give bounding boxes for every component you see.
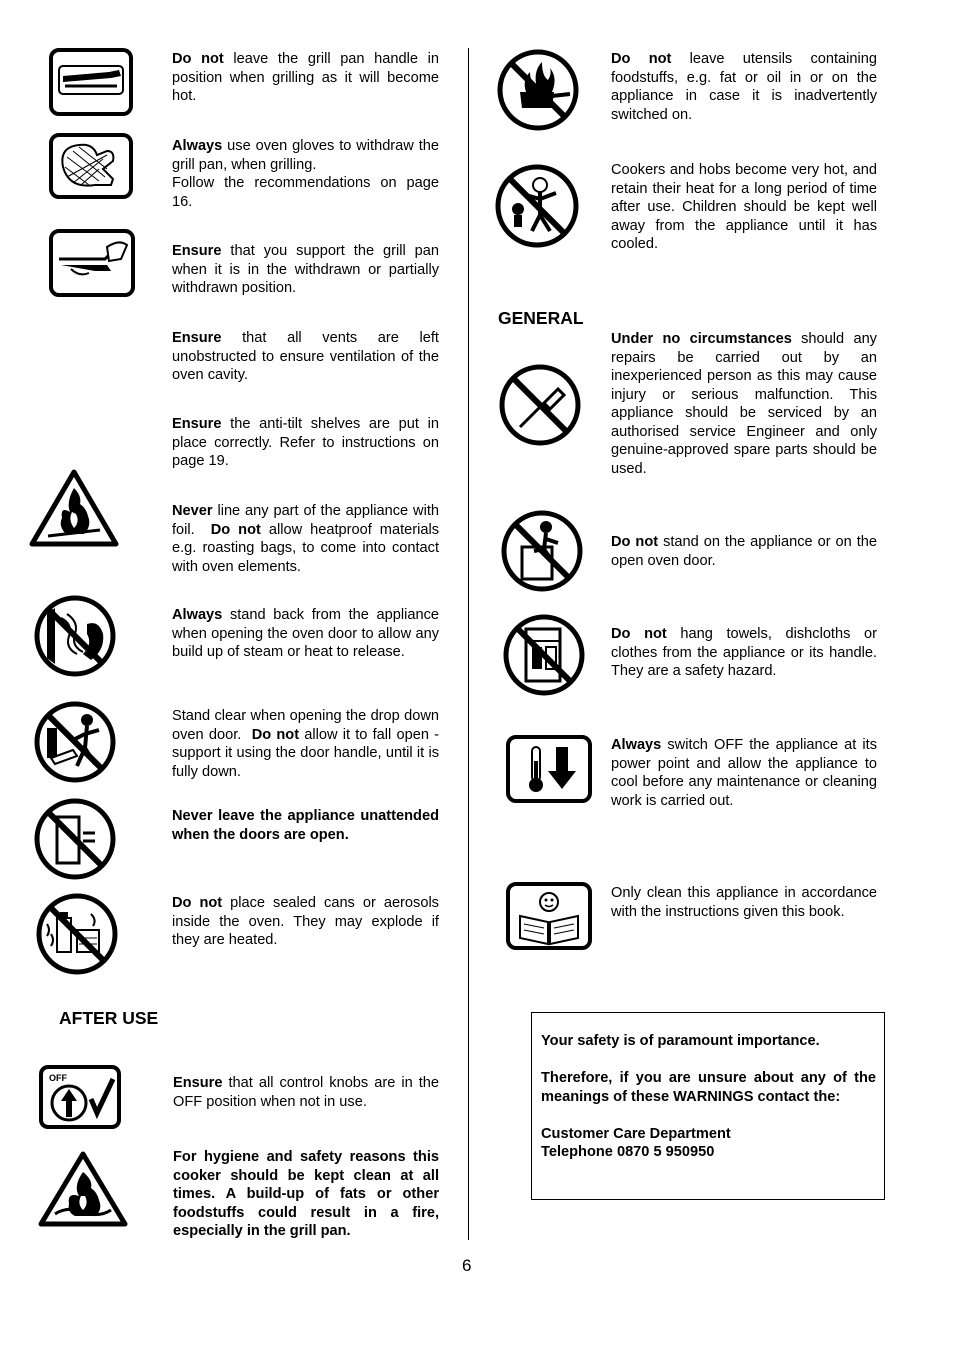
page-number: 6 (462, 1256, 472, 1275)
off-label: OFF (49, 1073, 67, 1083)
general-item-3: Do not hang towels, dishcloths or clothes from the appliance or its handle. They are a safety hazard. (611, 626, 877, 679)
pan-fire-no-entry-icon (496, 48, 580, 132)
right-item-1: Do not leave utensils containing foodstuffs, e.g. fat or oil in or on the appliance in case it is inadvertently switched on. (611, 51, 877, 123)
read-instructions-book-icon (506, 882, 592, 950)
general-item-5: Only clean this appliance in accordance with the instructions given this book. (611, 885, 877, 920)
grill-pan-handle-icon (49, 48, 133, 116)
left-item-5: Ensure the anti-tilt shelves are put in place correctly. Refer to instructions on page 19. (172, 416, 439, 469)
left-item-3: Ensure that you support the grill pan when it is in the withdrawn or partially withdrawn position. (172, 243, 439, 296)
left-item-10: Do not place sealed cans or aerosols inside the oven. They may explode if they are heated. (172, 895, 439, 948)
safety-notice-box (531, 1012, 885, 1200)
general-item-4: Always switch OFF the appliance at its power point and allow the appliance to cool before any maintenance or cleaning work is carried out. (611, 737, 877, 809)
grill-pan-support-icon (49, 229, 135, 297)
left-item-2: Always use oven gloves to withdraw the grill pan, when grilling. Follow the recommendations on page 16. (172, 138, 439, 210)
stand-on-door-no-entry-icon (500, 509, 584, 593)
right-item-2: Cookers and hobs become very hot, and retain their heat for a long period of time after use. Children should be kept well away from the appliance until it has cooled. (611, 162, 877, 252)
left-item-7: Always stand back from the appliance when opening the oven door to allow any build up of steam or heat to release. (172, 607, 439, 660)
screwdriver-no-entry-icon (498, 363, 582, 447)
left-item-9: Never leave the appliance unattended when the doors are open. (172, 808, 439, 843)
fire-warning-triangle-icon (28, 468, 120, 548)
oven-glove-icon (49, 133, 133, 199)
general-heading: GENERAL (498, 308, 584, 328)
left-item-4: Ensure that all vents are left unobstructed to ensure ventilation of the oven cavity. (172, 330, 439, 383)
general-item-2: Do not stand on the appliance or on the open oven door. (611, 534, 877, 569)
fire-hygiene-triangle-icon (37, 1150, 129, 1228)
safety-line-1: Your safety is of paramount importance. (541, 1033, 820, 1049)
left-item-8: Stand clear when opening the drop down oven door. Do not allow it to fall open - support it using the door handle, until it is fully down. (172, 708, 439, 780)
safety-line-3: Customer Care Department (541, 1125, 731, 1142)
aerosol-can-no-entry-icon (35, 892, 119, 976)
general-item-1: Under no circumstances should any repairs be carried out by an inexperienced person as this may cause injury or serious malfunction. This appliance should be serviced by an authorised service Engineer and only genuine-approved spare parts should be used. (611, 331, 877, 477)
left-item-1: Do not leave the grill pan handle in position when grilling as it will become hot. (172, 51, 439, 104)
child-no-entry-icon (494, 163, 580, 249)
switch-off-thermometer-icon (506, 735, 592, 803)
left-item-6: Never line any part of the appliance with foil. Do not allow heatproof materials e.g. roasting bags, to come into contact with oven elements. (172, 503, 439, 575)
oven-door-no-entry-icon (33, 700, 117, 784)
safety-line-2: Therefore, if you are unsure about any of the meanings of these WARNINGS contact the: (541, 1070, 876, 1105)
steam-no-entry-icon (33, 594, 117, 678)
door-open-no-entry-icon (33, 797, 117, 881)
after-use-item-2: For hygiene and safety reasons this cooker should be kept clean at all times. A build-up of fats or other foodstuffs could result in a fire, especially in the grill pan. (173, 1149, 439, 1239)
off-knob-check-icon (39, 1065, 121, 1129)
after-use-heading: AFTER USE (59, 1008, 159, 1028)
column-divider (468, 48, 469, 1240)
safety-line-4: Telephone 0870 5 950950 (541, 1144, 715, 1160)
towel-hanging-no-entry-icon (502, 613, 586, 697)
after-use-item-1: Ensure that all control knobs are in the OFF position when not in use. (173, 1075, 439, 1110)
